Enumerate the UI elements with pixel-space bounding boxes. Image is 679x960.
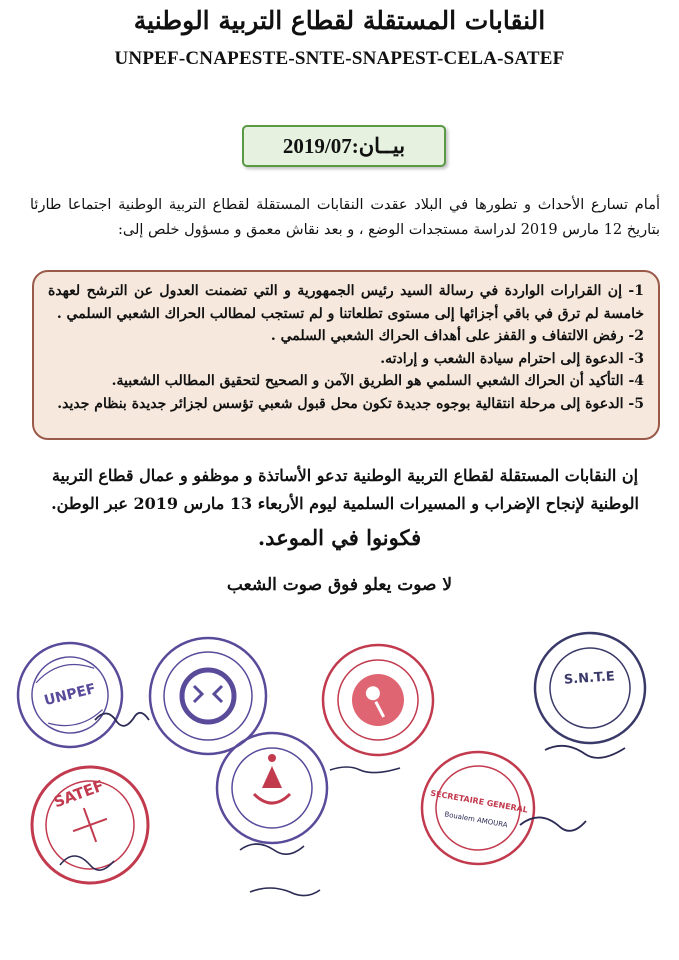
resolution-item: 3- الدعوة إلى احترام سيادة الشعب و إرادته.	[380, 350, 644, 367]
slogan-be-there: فكونوا في الموعد.	[257, 525, 422, 550]
statement-date: 2019/07	[282, 134, 352, 158]
header-title-acronyms: UNPEF-CNAPESTE-SNTE-SNAPEST-CELA-SATEF	[114, 48, 565, 69]
signature-mark	[330, 767, 400, 773]
statement-badge	[242, 125, 446, 167]
secretary-stamp-text: SECRETAIRE GENERAL	[429, 788, 529, 815]
resolution-item: 4- التأكيد أن الحراك الشعبي السلمي هو الطريق الآمن و الصحيح لتحقيق المطالب الشعبية.	[111, 373, 644, 389]
signature-mark	[545, 746, 625, 758]
signature-mark	[250, 888, 320, 896]
resolutions-box	[32, 270, 660, 440]
secretary-general-stamp	[413, 743, 543, 873]
signature-mark	[240, 844, 304, 854]
union-stamps-area	[0, 610, 679, 960]
snte-stamp	[531, 629, 648, 746]
header-title-arabic: النقابات المستقلة لقطاع التربية الوطنية	[133, 6, 546, 35]
cela-stamp	[217, 733, 327, 843]
snte-stamp-text: S.N.T.E	[563, 669, 616, 688]
resolution-item: 2- رفض الالتفاف و القفز على أهداف الحراك الشعبي السلمي .	[270, 328, 644, 344]
intro-paragraph: أمام تسارع الأحداث و تطورها في البلاد عقدت النقابات المستقلة لقطاع التربية الوطنية اجتماعا طارئا بتاريخ 12 مارس 2019 لدراسة مستجدات الوضع ، و بعد نقاش معمق و مسؤول خلص إلى:	[30, 197, 660, 238]
unpef-stamp	[7, 632, 133, 758]
slogan-people-voice: لا صوت يعلو فوق صوت الشعب	[226, 575, 453, 595]
secretary-name-text: Boualem AMOURA	[443, 810, 509, 830]
cnapeste-stamp	[150, 638, 266, 754]
signature-mark	[95, 713, 149, 726]
resolution-item: 1- إن القرارات الواردة في رسالة السيد رئيس الجمهورية و التي تضمنت العدول عن الترشح لعهدة خامسة لم ترق في باقي أجزائها إلى مستوى تطلعاتنا و لم تستجب لمطالب الحراك الشعبي السلمي .	[48, 283, 644, 322]
unpef-stamp-text: UNPEF	[42, 680, 98, 710]
statement-label: بيــان:	[351, 134, 406, 158]
satef-stamp	[16, 751, 165, 900]
snapest-stamp	[316, 638, 440, 762]
satef-stamp-text: SATEF	[51, 776, 107, 812]
strike-call-paragraph: إن النقابات المستقلة لقطاع التربية الوطنية تدعو الأساتذة و موظفو و عمال قطاع التربية الوطنية لإنجاح الإضراب و المسيرات السلمية ليوم الأربعاء 13 مارس 2019 عبر الوطن.	[51, 466, 639, 513]
resolution-item: 5- الدعوة إلى مرحلة انتقالية بوجوه جديدة تكون محل قبول شعبي تؤسس لجزائر جديدة بنظام جديد.	[57, 395, 644, 412]
